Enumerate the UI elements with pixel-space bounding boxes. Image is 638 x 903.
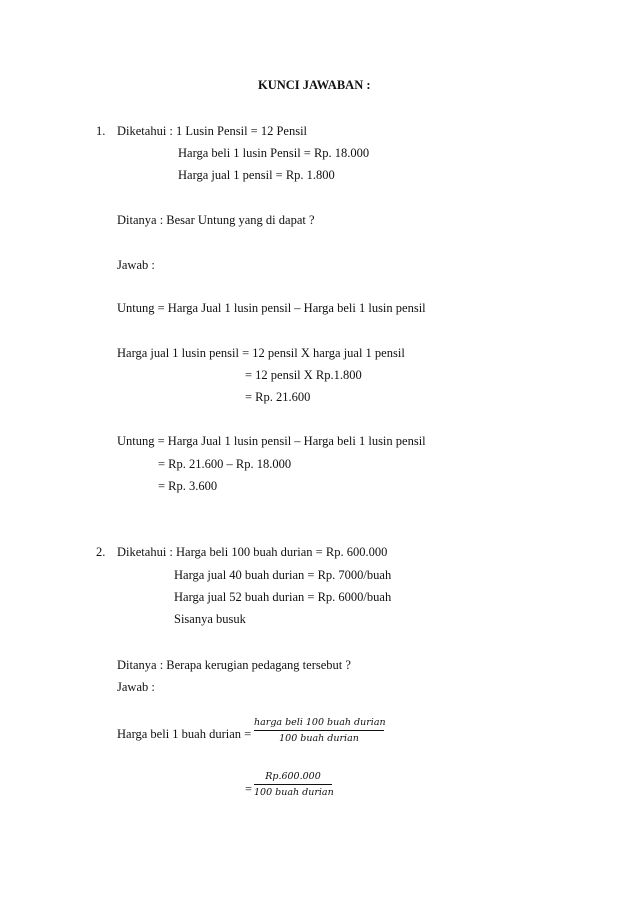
equals-sign: = (245, 782, 253, 796)
calculation-label: Harga beli 1 buah durian = (117, 727, 252, 741)
fraction-numerator: Rp.600.000 (265, 771, 321, 782)
given-line: Harga beli 1 lusin Pensil = Rp. 18.000 (178, 146, 370, 160)
question-number: 1. (96, 124, 106, 138)
calculation-line: = Rp. 21.600 (245, 390, 311, 404)
question-line: Ditanya : Berapa kerugian pedagang tersebut ? (117, 658, 351, 672)
page-title: KUNCI JAWABAN : (258, 78, 371, 92)
question-number: 2. (96, 545, 106, 559)
answer-label: Jawab : (117, 680, 155, 694)
calculation-line: = 12 pensil X Rp.1.800 (245, 368, 362, 382)
fraction-bar (254, 730, 384, 731)
given-line: Harga jual 1 pensil = Rp. 1.800 (178, 168, 335, 182)
given-line: Harga jual 52 buah durian = Rp. 6000/buah (174, 590, 392, 604)
fraction-denominator: 100 buah durian (254, 787, 334, 798)
given-line: Harga jual 40 buah durian = Rp. 7000/buah (174, 568, 392, 582)
given-line: Sisanya busuk (174, 612, 246, 626)
given-line: Diketahui : Harga beli 100 buah durian = Rp. 600.000 (117, 545, 388, 559)
result-line: Untung = Harga Jual 1 lusin pensil – Harga beli 1 lusin pensil (117, 434, 426, 448)
fraction (254, 771, 332, 799)
fraction-numerator: harga beli 100 buah durian (254, 717, 386, 728)
calculation-line: Harga jual 1 lusin pensil = 12 pensil X harga jual 1 pensil (117, 346, 405, 360)
question-line: Ditanya : Besar Untung yang di dapat ? (117, 213, 315, 227)
result-line: = Rp. 3.600 (158, 479, 218, 493)
given-line: Diketahui : 1 Lusin Pensil = 12 Pensil (117, 124, 308, 138)
answer-label: Jawab : (117, 258, 155, 272)
result-line: = Rp. 21.600 – Rp. 18.000 (158, 457, 292, 471)
fraction-denominator: 100 buah durian (279, 733, 359, 744)
fraction (254, 717, 384, 745)
formula-line: Untung = Harga Jual 1 lusin pensil – Harga beli 1 lusin pensil (117, 301, 426, 315)
fraction-bar (254, 784, 332, 785)
